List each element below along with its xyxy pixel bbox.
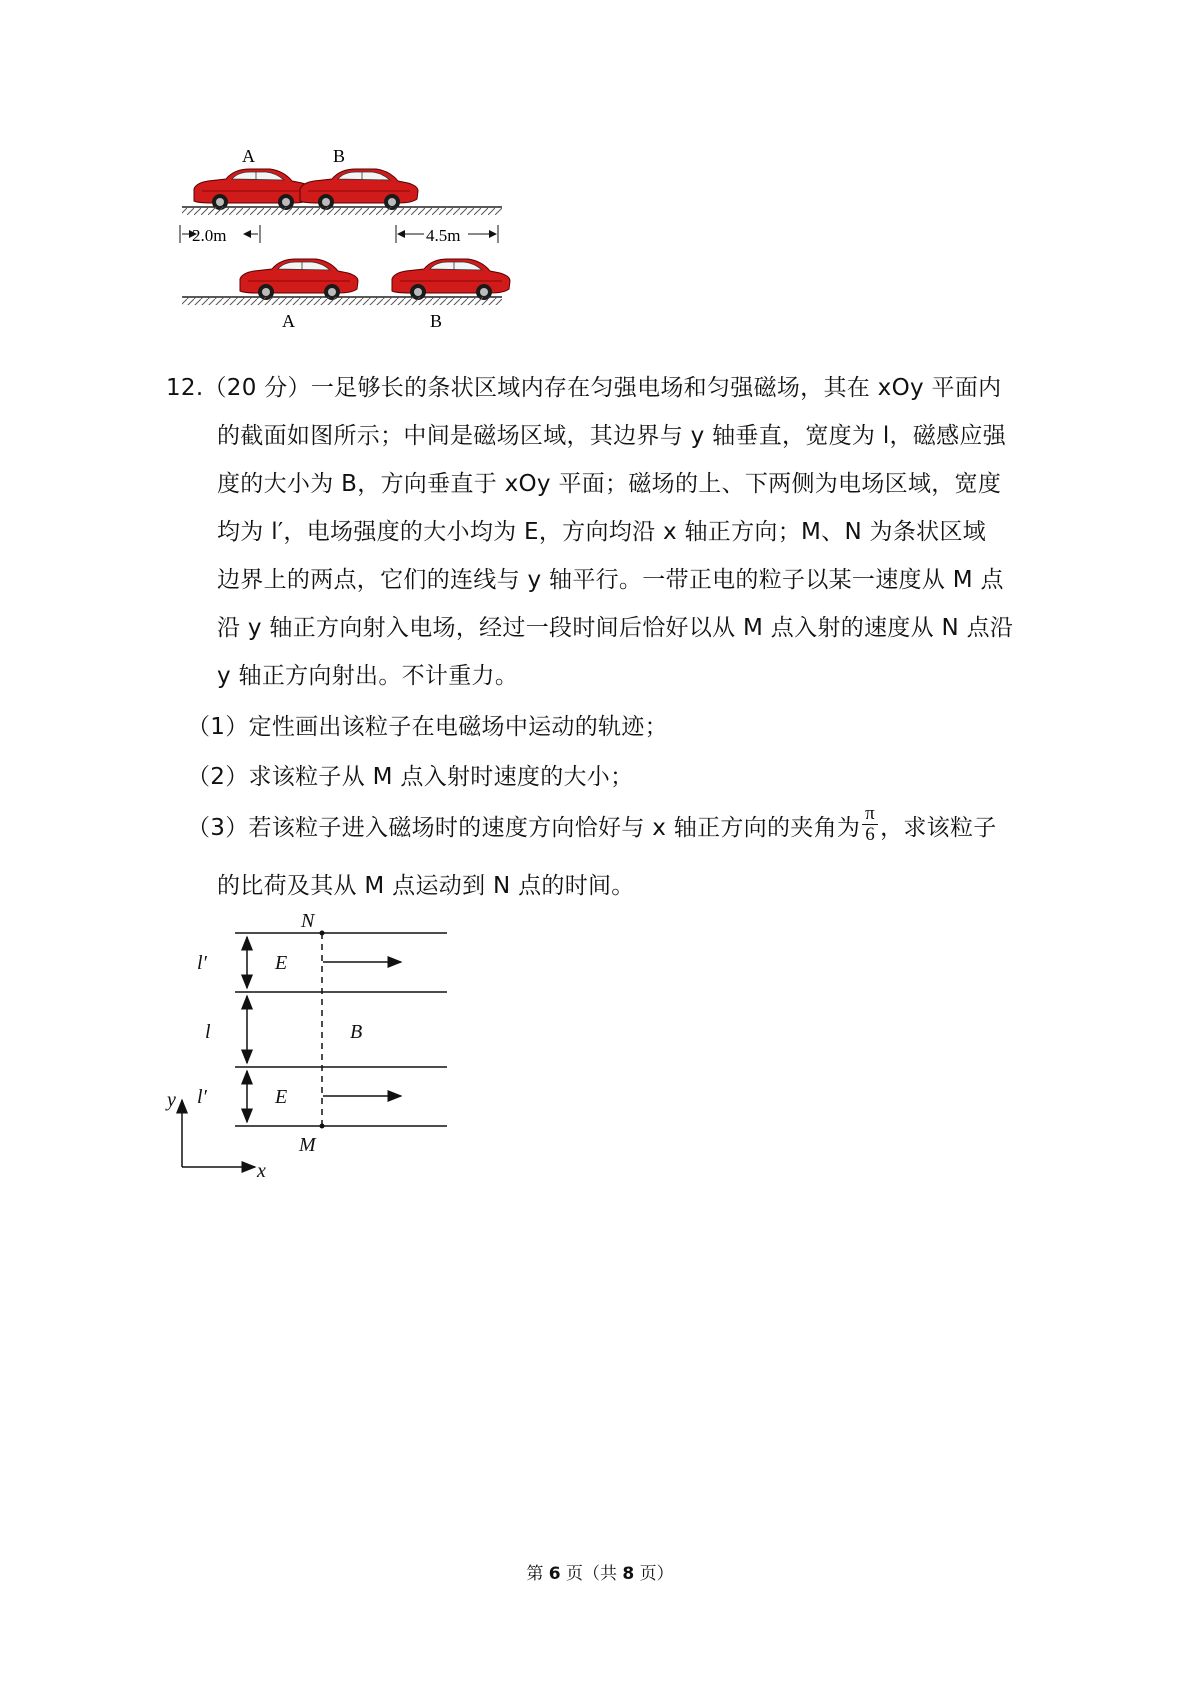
label-b: B (350, 1021, 363, 1043)
dim-right-label: 4.5m (426, 226, 461, 245)
field-region-figure (167, 905, 465, 1182)
sub-question-3-continued: 的比荷及其从 M 点运动到 N 点的时间。 (217, 873, 635, 899)
stem-line: y 轴正方向射出。不计重力。 (217, 663, 519, 689)
point-n (320, 931, 325, 936)
footer-suffix: 页） (639, 1564, 674, 1584)
car-a-top (194, 169, 312, 210)
car-label-a-top: A (242, 146, 255, 166)
footer-page-number: 6 (548, 1564, 561, 1584)
label-e-top: E (275, 952, 288, 974)
sub-question-3-text-after: ，求该粒子 (880, 815, 997, 841)
dim-left-label: 2.0m (192, 226, 227, 245)
road-top-hatch (182, 207, 502, 215)
point-m (320, 1124, 325, 1129)
footer-total-pages: 8 (622, 1564, 635, 1584)
question-score: （20 分） (203, 375, 311, 401)
car-b-bottom (392, 259, 510, 300)
sub-question-3 (187, 803, 997, 845)
fraction-numerator: π (862, 804, 878, 825)
stem-line: 的截面如图所示；中间是磁场区域，其边界与 y 轴垂直，宽度为 l，磁感应强 (217, 423, 1007, 449)
question-first-line (166, 373, 1001, 403)
car-a-bottom (240, 259, 358, 300)
footer-prefix: 第 (526, 1564, 544, 1584)
car-overtaking-figure (180, 145, 560, 365)
label-l: l (205, 1021, 211, 1043)
stem-line: 均为 l′，电场强度的大小均为 E，方向均沿 x 轴正方向；M、N 为条状区域 (217, 519, 987, 545)
y-axis-label: y (167, 1089, 176, 1111)
label-l-prime-bottom: l′ (197, 1086, 207, 1108)
label-l-prime-top: l′ (197, 952, 207, 974)
stem-line: 边界上的两点，它们的连线与 y 轴平行。一带正电的粒子以某一速度从 M 点 (217, 567, 1004, 593)
label-e-bottom: E (275, 1086, 288, 1108)
stem-line: 沿 y 轴正方向射入电场，经过一段时间后恰好以从 M 点入射的速度从 N 点沿 (217, 615, 1014, 641)
car-label-b-bottom: B (430, 311, 443, 331)
car-b-top (300, 169, 418, 210)
car-label-a-bottom: A (282, 311, 295, 331)
road-bottom-hatch (182, 297, 502, 305)
x-axis-label: x (257, 1160, 266, 1182)
sub-question-1: （1）定性画出该粒子在电磁场中运动的轨迹； (187, 714, 668, 740)
stem-line: 一足够长的条状区域内存在匀强电场和匀强磁场，其在 xOy 平面内 (310, 375, 1002, 401)
car-label-b-top: B (333, 146, 346, 166)
fraction-denominator: 6 (865, 824, 876, 845)
page-footer (0, 1559, 1200, 1584)
footer-mid: 页（共 (566, 1564, 617, 1584)
label-n: N (301, 910, 315, 932)
label-m: M (299, 1134, 316, 1156)
sub-question-3-text: （3）若该粒子进入磁场时的速度方向恰好与 x 轴正方向的夹角为 (187, 815, 861, 841)
sub-question-2: （2）求该粒子从 M 点入射时速度的大小； (187, 764, 634, 790)
stem-line: 度的大小为 B，方向垂直于 xOy 平面；磁场的上、下两侧为电场区域，宽度 (217, 471, 1002, 497)
question-number: 12. (166, 375, 204, 401)
pi-over-six-fraction (862, 804, 878, 845)
